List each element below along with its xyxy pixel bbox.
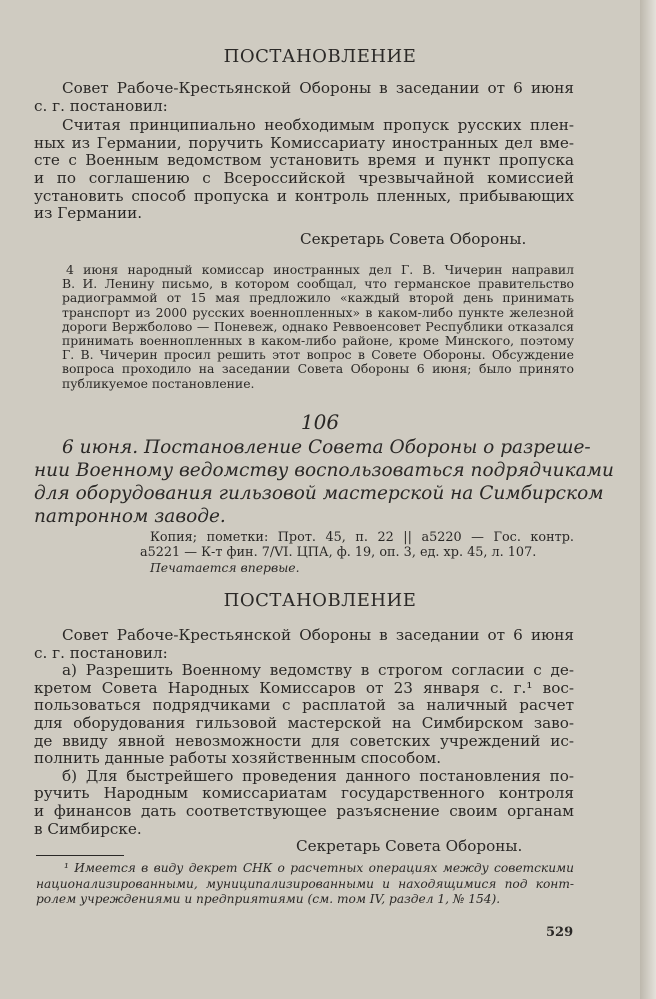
text-line: и по соглашению с Всероссийской чрезвычайной комиссией — [34, 168, 574, 187]
text-line: для оборудования гильзовой мастерской на Симбирском заво- — [34, 713, 574, 732]
document-title — [34, 436, 614, 528]
second-decree — [34, 626, 574, 838]
text-line: ных из Германии, поручить Комиссариату иностранных дел вме- — [34, 133, 574, 152]
note-line: транспорт из 2000 русских военнопленных» в каком-либо пункте железной — [62, 304, 574, 320]
text-line: в Симбирске. — [34, 819, 142, 838]
point-b — [34, 766, 574, 838]
text-line: Считая принципиально необходимым пропуск русских плен- — [62, 116, 574, 135]
point-a — [34, 661, 574, 768]
footnote — [36, 861, 574, 908]
second-signature: Секретарь Совета Обороны. — [296, 837, 523, 855]
title-line: нии Военному ведомству воспользоваться подрядчиками — [34, 460, 614, 481]
footnote-line: ролем учреждениями и предприятиями (см. том IV, раздел 1, № 154). — [36, 892, 501, 906]
note-line: Г. В. Чичерин просил решить этот вопрос в Совете Обороны. Обсуждение — [62, 347, 574, 363]
text-line: Совет Рабоче-Крестьянской Обороны в заседании от 6 июня — [62, 626, 574, 644]
text-line: сте с Военным ведомством установить время и пункт пропуска — [34, 151, 574, 170]
text-line: пользоваться подрядчиками с расплатой за наличный расчет — [34, 696, 574, 715]
text-line: б) Для быстрейшего проведения данного постановления по- — [62, 766, 574, 785]
first-decree-body — [34, 116, 574, 223]
second-decree-intro — [34, 626, 574, 662]
title-line: патронном заводе. — [34, 506, 226, 527]
text-line: полнить данные работы хозяйственным способом. — [34, 749, 442, 768]
footnote-line: ¹ Имеется в виду декрет СНК о расчетных операциях между советскими — [64, 861, 574, 875]
title-line: 6 июня. Постановление Совета Обороны о разреше- — [62, 437, 591, 458]
first-decree-intro — [34, 79, 574, 115]
note-line: принимать военнопленных в каком-либо районе, кроме Минского, поэтому — [62, 333, 574, 349]
first-signature: Секретарь Совета Обороны. — [300, 230, 527, 248]
text-line: из Германии. — [34, 204, 143, 223]
footnote-divider — [36, 855, 124, 856]
note-line: радиограммой от 15 мая предложило «каждый второй день принимать — [62, 290, 574, 306]
note-line: 4 июня народный комиссар иностранных дел Г. В. Чичерин направил — [66, 262, 574, 277]
note-line: дороги Вержболово — Поневеж, однако Реввоенсовет Республики отказался — [62, 318, 574, 334]
text-line: ручить Народным комиссариатам государственного контроля — [34, 784, 574, 803]
first-published-note: Печатается впервые. — [150, 560, 300, 575]
text-line: с. г. постановил: — [34, 643, 168, 662]
text-line: установить способ пропуска и контроль пленных, прибывающих — [34, 186, 574, 205]
text-line: а) Разрешить Военному ведомству в строгом согласии с де- — [62, 661, 574, 680]
archival-line: Копия; пометки: Прот. 45, п. 22 || а5220 — Гос. контр. — [150, 530, 574, 545]
note-line: публикуемое постановление. — [62, 375, 255, 391]
archival-reference — [140, 530, 574, 560]
first-decree — [34, 79, 574, 223]
text-line: Совет Рабоче-Крестьянской Обороны в заседании от 6 июня — [62, 79, 574, 97]
footnote-line: национализированными, муниципализированными и находящимися под конт- — [36, 876, 574, 891]
document-number: 106 — [300, 410, 340, 434]
note-line: В. И. Ленину письмо, в котором сообщал, что германское правительство — [62, 276, 574, 292]
page-number: 529 — [546, 925, 574, 940]
text-line: кретом Совета Народных Комиссаров от 23 января с. г.¹ вос- — [34, 678, 574, 697]
first-heading: ПОСТАНОВЛЕНИЕ — [223, 46, 417, 67]
title-line: для оборудования гильзовой мастерской на Симбирском — [34, 483, 604, 504]
second-heading: ПОСТАНОВЛЕНИЕ — [223, 590, 417, 611]
archival-line: а5221 — К-т фин. 7/VI. ЦПА, ф. 19, оп. 3, ед. хр. 45, л. 107. — [140, 545, 537, 560]
page-edge — [640, 0, 656, 999]
text-line: и финансов дать соответствующее разъяснение своим органам — [34, 801, 574, 820]
text-line: с. г. постановил: — [34, 96, 168, 115]
text-line: де ввиду явной невозможности для советских учреждений ис- — [34, 731, 574, 750]
note-line: вопроса проходило на заседании Совета Обороны 6 июня; было принято — [62, 361, 574, 377]
editorial-note — [62, 262, 574, 391]
